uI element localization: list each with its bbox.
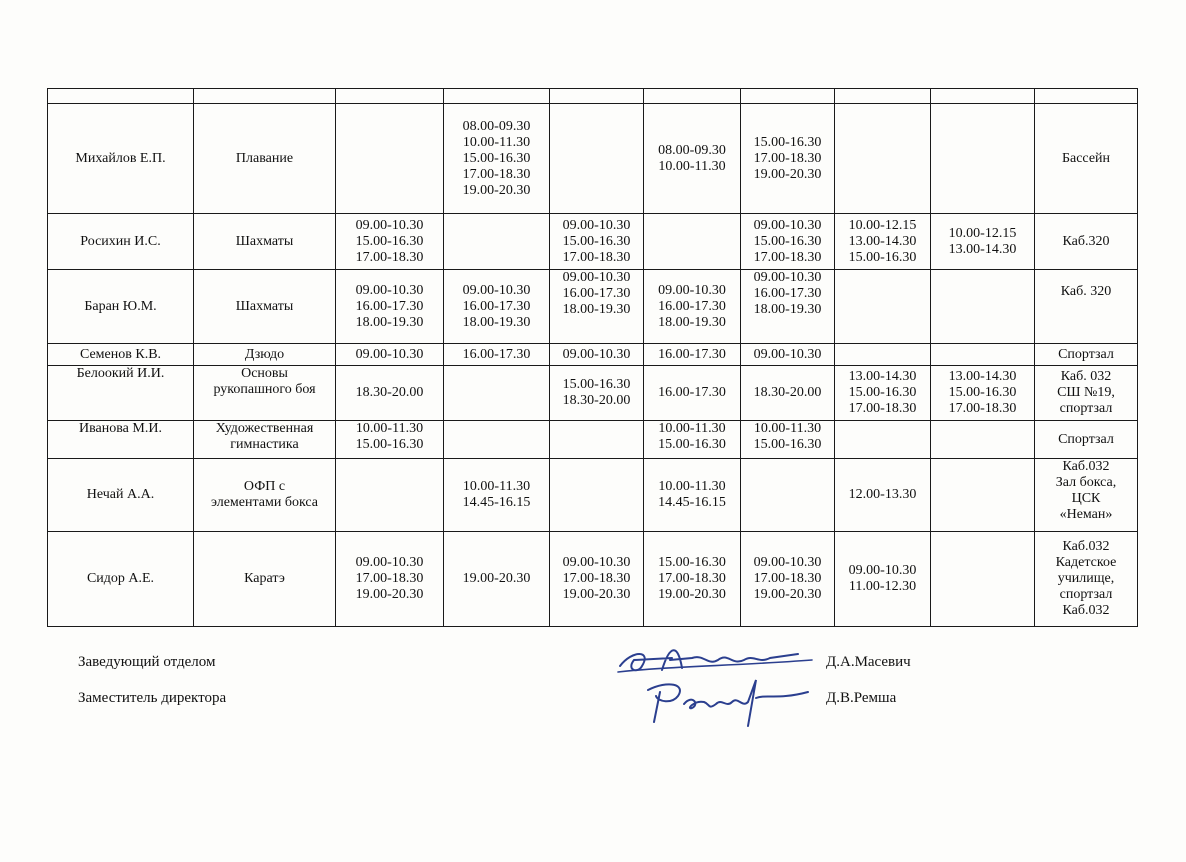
place: Каб.032 Зал бокса, ЦСК «Неман» [1035,459,1138,532]
activity-name: Художественная гимнастика [194,421,336,459]
schedule-fri: 15.00-16.30 17.00-18.30 19.00-20.30 [741,104,835,214]
schedule-thu: 16.00-17.30 [644,344,741,366]
header-cell [444,89,550,104]
schedule-sun [931,421,1035,459]
schedule-table [47,88,1138,627]
schedule-fri [741,459,835,532]
place: Каб.032 Кадетское училище, спортзал Каб.032 [1035,532,1138,627]
activity-name: Основы рукопашного боя [194,366,336,421]
schedule-mon: 10.00-11.30 15.00-16.30 [336,421,444,459]
trainer-name: Иванова М.И. [48,421,194,459]
place: Бассейн [1035,104,1138,214]
schedule-tue: 16.00-17.30 [444,344,550,366]
header-cell [336,89,444,104]
schedule-fri: 18.30-20.00 [741,366,835,421]
activity-name: Шахматы [194,270,336,344]
table-header-row [48,89,1138,104]
schedule-mon: 09.00-10.30 [336,344,444,366]
activity-name: Каратэ [194,532,336,627]
schedule-tue [444,366,550,421]
header-cell [644,89,741,104]
activity-name: Дзюдо [194,344,336,366]
head-title: Заведующий отделом [78,654,216,670]
schedule-wed: 15.00-16.30 18.30-20.00 [550,366,644,421]
schedule-wed: 09.00-10.30 16.00-17.30 18.00-19.30 [550,270,644,344]
table-row [48,104,1138,214]
schedule-sun [931,270,1035,344]
place: Каб. 320 [1035,270,1138,344]
table-row [48,532,1138,627]
schedule-tue [444,421,550,459]
place: Каб. 032 СШ №19, спортзал [1035,366,1138,421]
table-row [48,344,1138,366]
schedule-mon [336,459,444,532]
schedule-sat: 09.00-10.30 11.00-12.30 [835,532,931,627]
table-row [48,459,1138,532]
schedule-mon: 18.30-20.00 [336,366,444,421]
table-row [48,366,1138,421]
schedule-sun: 13.00-14.30 15.00-16.30 17.00-18.30 [931,366,1035,421]
head-name: Д.А.Масевич [826,654,911,670]
activity-name: Шахматы [194,214,336,270]
table-row [48,270,1138,344]
header-cell [550,89,644,104]
header-cell [835,89,931,104]
trainer-name: Белоокий И.И. [48,366,194,421]
trainer-name: Сидор А.Е. [48,532,194,627]
schedule-mon: 09.00-10.30 16.00-17.30 18.00-19.30 [336,270,444,344]
schedule-sun [931,459,1035,532]
schedule-fri: 09.00-10.30 16.00-17.30 18.00-19.30 [741,270,835,344]
schedule-thu [644,214,741,270]
table-row [48,421,1138,459]
schedule-thu: 09.00-10.30 16.00-17.30 18.00-19.30 [644,270,741,344]
deputy-name: Д.В.Ремша [826,690,897,706]
schedule-thu: 10.00-11.30 14.45-16.15 [644,459,741,532]
schedule-tue [444,214,550,270]
schedule-fri: 09.00-10.30 15.00-16.30 17.00-18.30 [741,214,835,270]
place: Спортзал [1035,344,1138,366]
place: Спортзал [1035,421,1138,459]
trainer-name: Семенов К.В. [48,344,194,366]
schedule-sat [835,270,931,344]
header-cell [741,89,835,104]
schedule-tue: 19.00-20.30 [444,532,550,627]
header-cell [48,89,194,104]
schedule-wed [550,421,644,459]
deputy-signature [638,674,822,730]
schedule-sat [835,421,931,459]
schedule-sat [835,104,931,214]
schedule-tue: 09.00-10.30 16.00-17.30 18.00-19.30 [444,270,550,344]
schedule-sat: 13.00-14.30 15.00-16.30 17.00-18.30 [835,366,931,421]
schedule-sun [931,104,1035,214]
trainer-name: Михайлов Е.П. [48,104,194,214]
trainer-name: Росихин И.С. [48,214,194,270]
activity-name: ОФП с элементами бокса [194,459,336,532]
schedule-mon: 09.00-10.30 15.00-16.30 17.00-18.30 [336,214,444,270]
schedule-sat [835,344,931,366]
schedule-wed [550,459,644,532]
schedule-sat: 12.00-13.30 [835,459,931,532]
schedule-fri: 09.00-10.30 17.00-18.30 19.00-20.30 [741,532,835,627]
schedule-thu: 10.00-11.30 15.00-16.30 [644,421,741,459]
trainer-name: Нечай А.А. [48,459,194,532]
schedule-thu: 15.00-16.30 17.00-18.30 19.00-20.30 [644,532,741,627]
schedule-sat: 10.00-12.15 13.00-14.30 15.00-16.30 [835,214,931,270]
schedule-thu: 16.00-17.30 [644,366,741,421]
table-row [48,214,1138,270]
schedule-fri: 09.00-10.30 [741,344,835,366]
schedule-fri: 10.00-11.30 15.00-16.30 [741,421,835,459]
schedule-mon [336,104,444,214]
header-cell [1035,89,1138,104]
schedule-tue: 10.00-11.30 14.45-16.15 [444,459,550,532]
schedule-wed: 09.00-10.30 15.00-16.30 17.00-18.30 [550,214,644,270]
schedule-thu: 08.00-09.30 10.00-11.30 [644,104,741,214]
header-cell [194,89,336,104]
deputy-title: Заместитель директора [78,690,227,706]
schedule-wed [550,104,644,214]
place: Каб.320 [1035,214,1138,270]
schedule-tue: 08.00-09.30 10.00-11.30 15.00-16.30 17.00-18.30 19.00-20.30 [444,104,550,214]
schedule-wed: 09.00-10.30 [550,344,644,366]
schedule-sun [931,344,1035,366]
schedule-mon: 09.00-10.30 17.00-18.30 19.00-20.30 [336,532,444,627]
activity-name: Плавание [194,104,336,214]
trainer-name: Баран Ю.М. [48,270,194,344]
schedule-sun: 10.00-12.15 13.00-14.30 [931,214,1035,270]
schedule-wed: 09.00-10.30 17.00-18.30 19.00-20.30 [550,532,644,627]
schedule-sun [931,532,1035,627]
header-cell [931,89,1035,104]
